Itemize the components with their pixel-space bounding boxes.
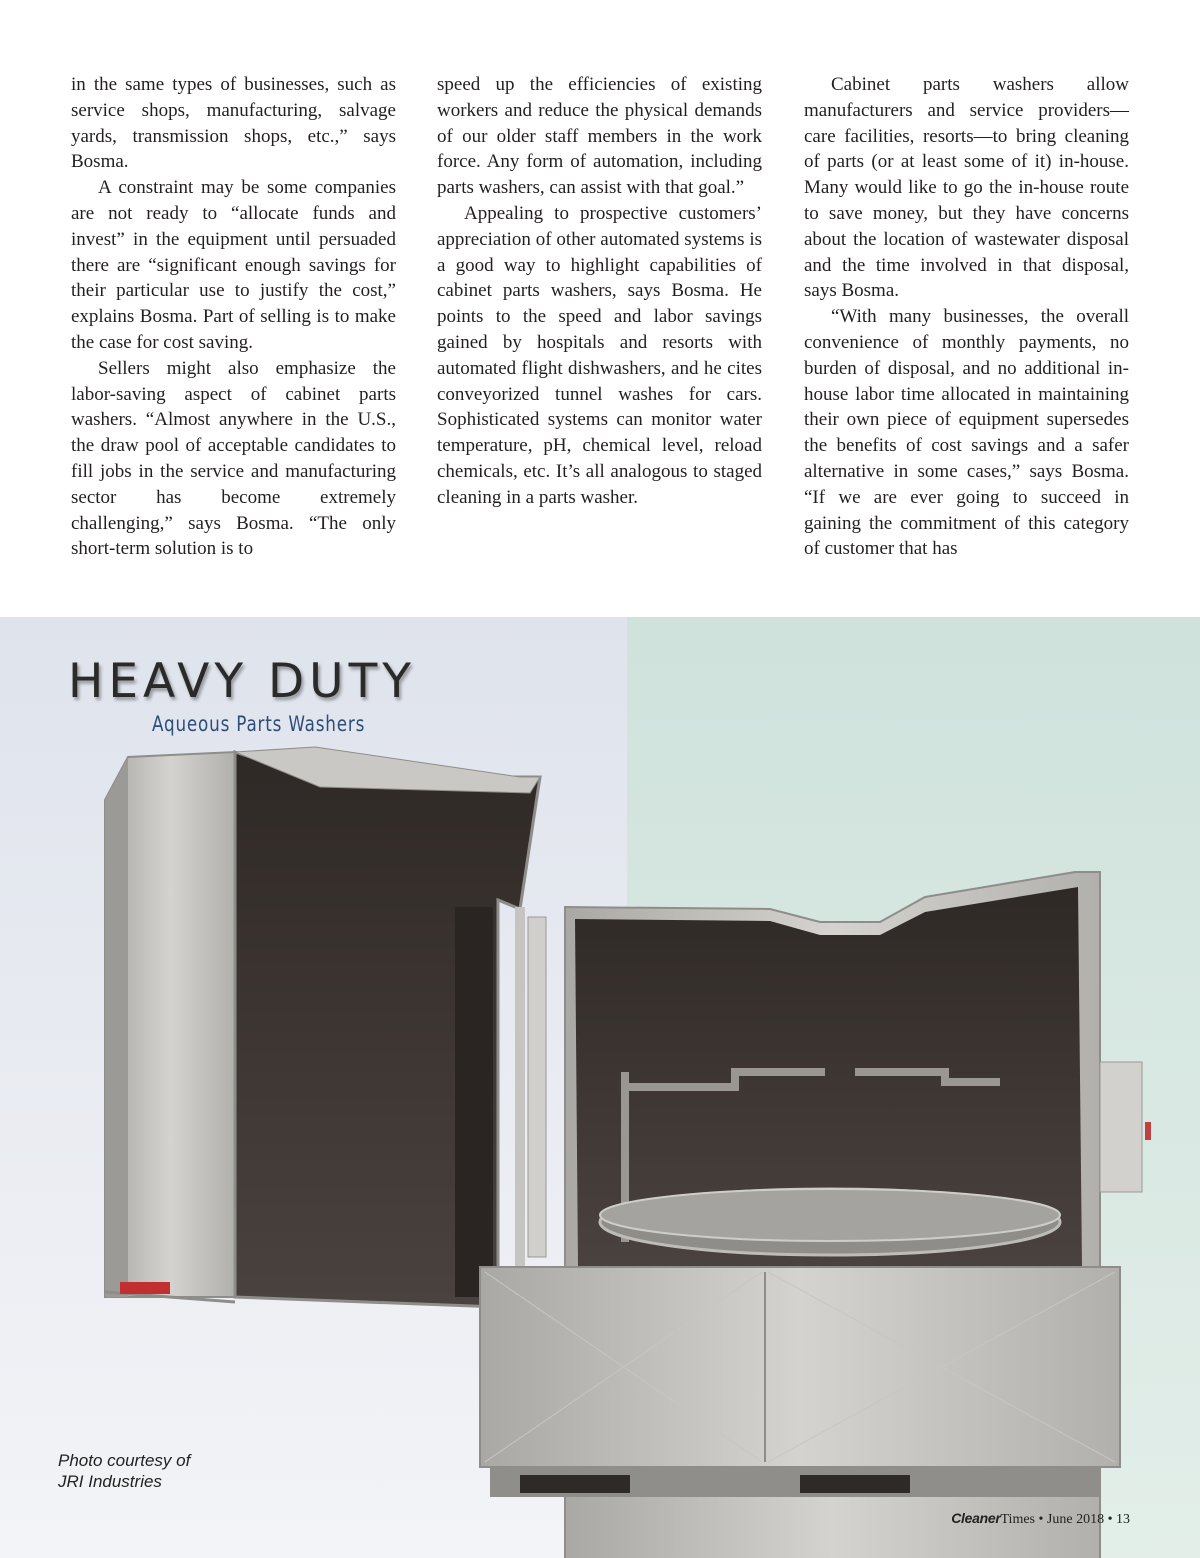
article-column-3 [804, 72, 1129, 562]
banner-title: HEAVY DUTY [68, 654, 416, 709]
article-column-1 [71, 72, 396, 562]
paragraph: Sellers might also emphasize the labor-saving aspect of cabinet parts washers. “Almost anywhere in the U.S., the draw pool of acceptable candidates to fill jobs in the service and manufacturing sector has become extremely challenging,” says Bosma. “The only short-term solution is to [71, 357, 396, 560]
parts-washer-illustration [0, 617, 1200, 1558]
paragraph: Cabinet parts washers allow manufacturers and service providers—care facilities, resorts—to bring cleaning of parts (or at least some of it) in-house. Many would like to go the in-house route to save money, but they have concerns about the location of wastewater disposal and the time involved in that disposal, says Bosma. [804, 74, 1129, 302]
photo-credit-line: JRI Industries [58, 1472, 162, 1491]
publication-name: Cleaner [951, 1510, 1001, 1526]
banner-subtitle: Aqueous Parts Washers [152, 712, 366, 736]
publication-name-suffix: Times [1000, 1512, 1036, 1527]
paragraph: speed up the efficiencies of existing workers and reduce the physical demands of our older staff members in the work force. Any form of automation, including parts washers, can assist with that goal.” [437, 74, 762, 199]
paragraph: “With many businesses, the overall convenience of monthly payments, no burden of disposal, and no additional in-house labor time allocated in maintaining their own piece of equipment supersedes the benefits of cost savings and a safer alternative in some cases,” says Bosma. “If we are ever going to succeed in gaining the commitment of this category of customer that has [804, 306, 1129, 560]
separator: • [1107, 1512, 1113, 1527]
paragraph: Appealing to prospective customers’ appreciation of other automated systems is a good way to highlight capabilities of cabinet parts washers, says Bosma. He points to the speed and labor savings gained by hospitals and resorts with automated flight dishwashers, and he cites conveyorized tunnel washes for cars. Sophisticated systems can monitor water temperature, pH, chemical level, reload chemicals, etc. It’s all analogous to staged cleaning in a parts washer. [437, 202, 762, 508]
page-footer [951, 1510, 1130, 1528]
product-photo [0, 617, 1200, 1558]
paragraph: A constraint may be some companies are not ready to “allocate funds and invest” in the equipment until persuaded there are “significant enough savings for their particular use to justify the cost,” explains Bosma. Part of selling is to make the case for cost saving. [71, 177, 396, 353]
issue-date: June 2018 [1046, 1512, 1105, 1527]
separator: • [1038, 1512, 1044, 1527]
page-number: 13 [1116, 1512, 1130, 1527]
photo-credit [58, 1450, 190, 1492]
paragraph: in the same types of businesses, such as service shops, manufacturing, salvage yards, transmission shops, etc.,” says Bosma. [71, 74, 396, 173]
photo-credit-line: Photo courtesy of [58, 1451, 191, 1470]
article-column-2 [437, 72, 762, 511]
